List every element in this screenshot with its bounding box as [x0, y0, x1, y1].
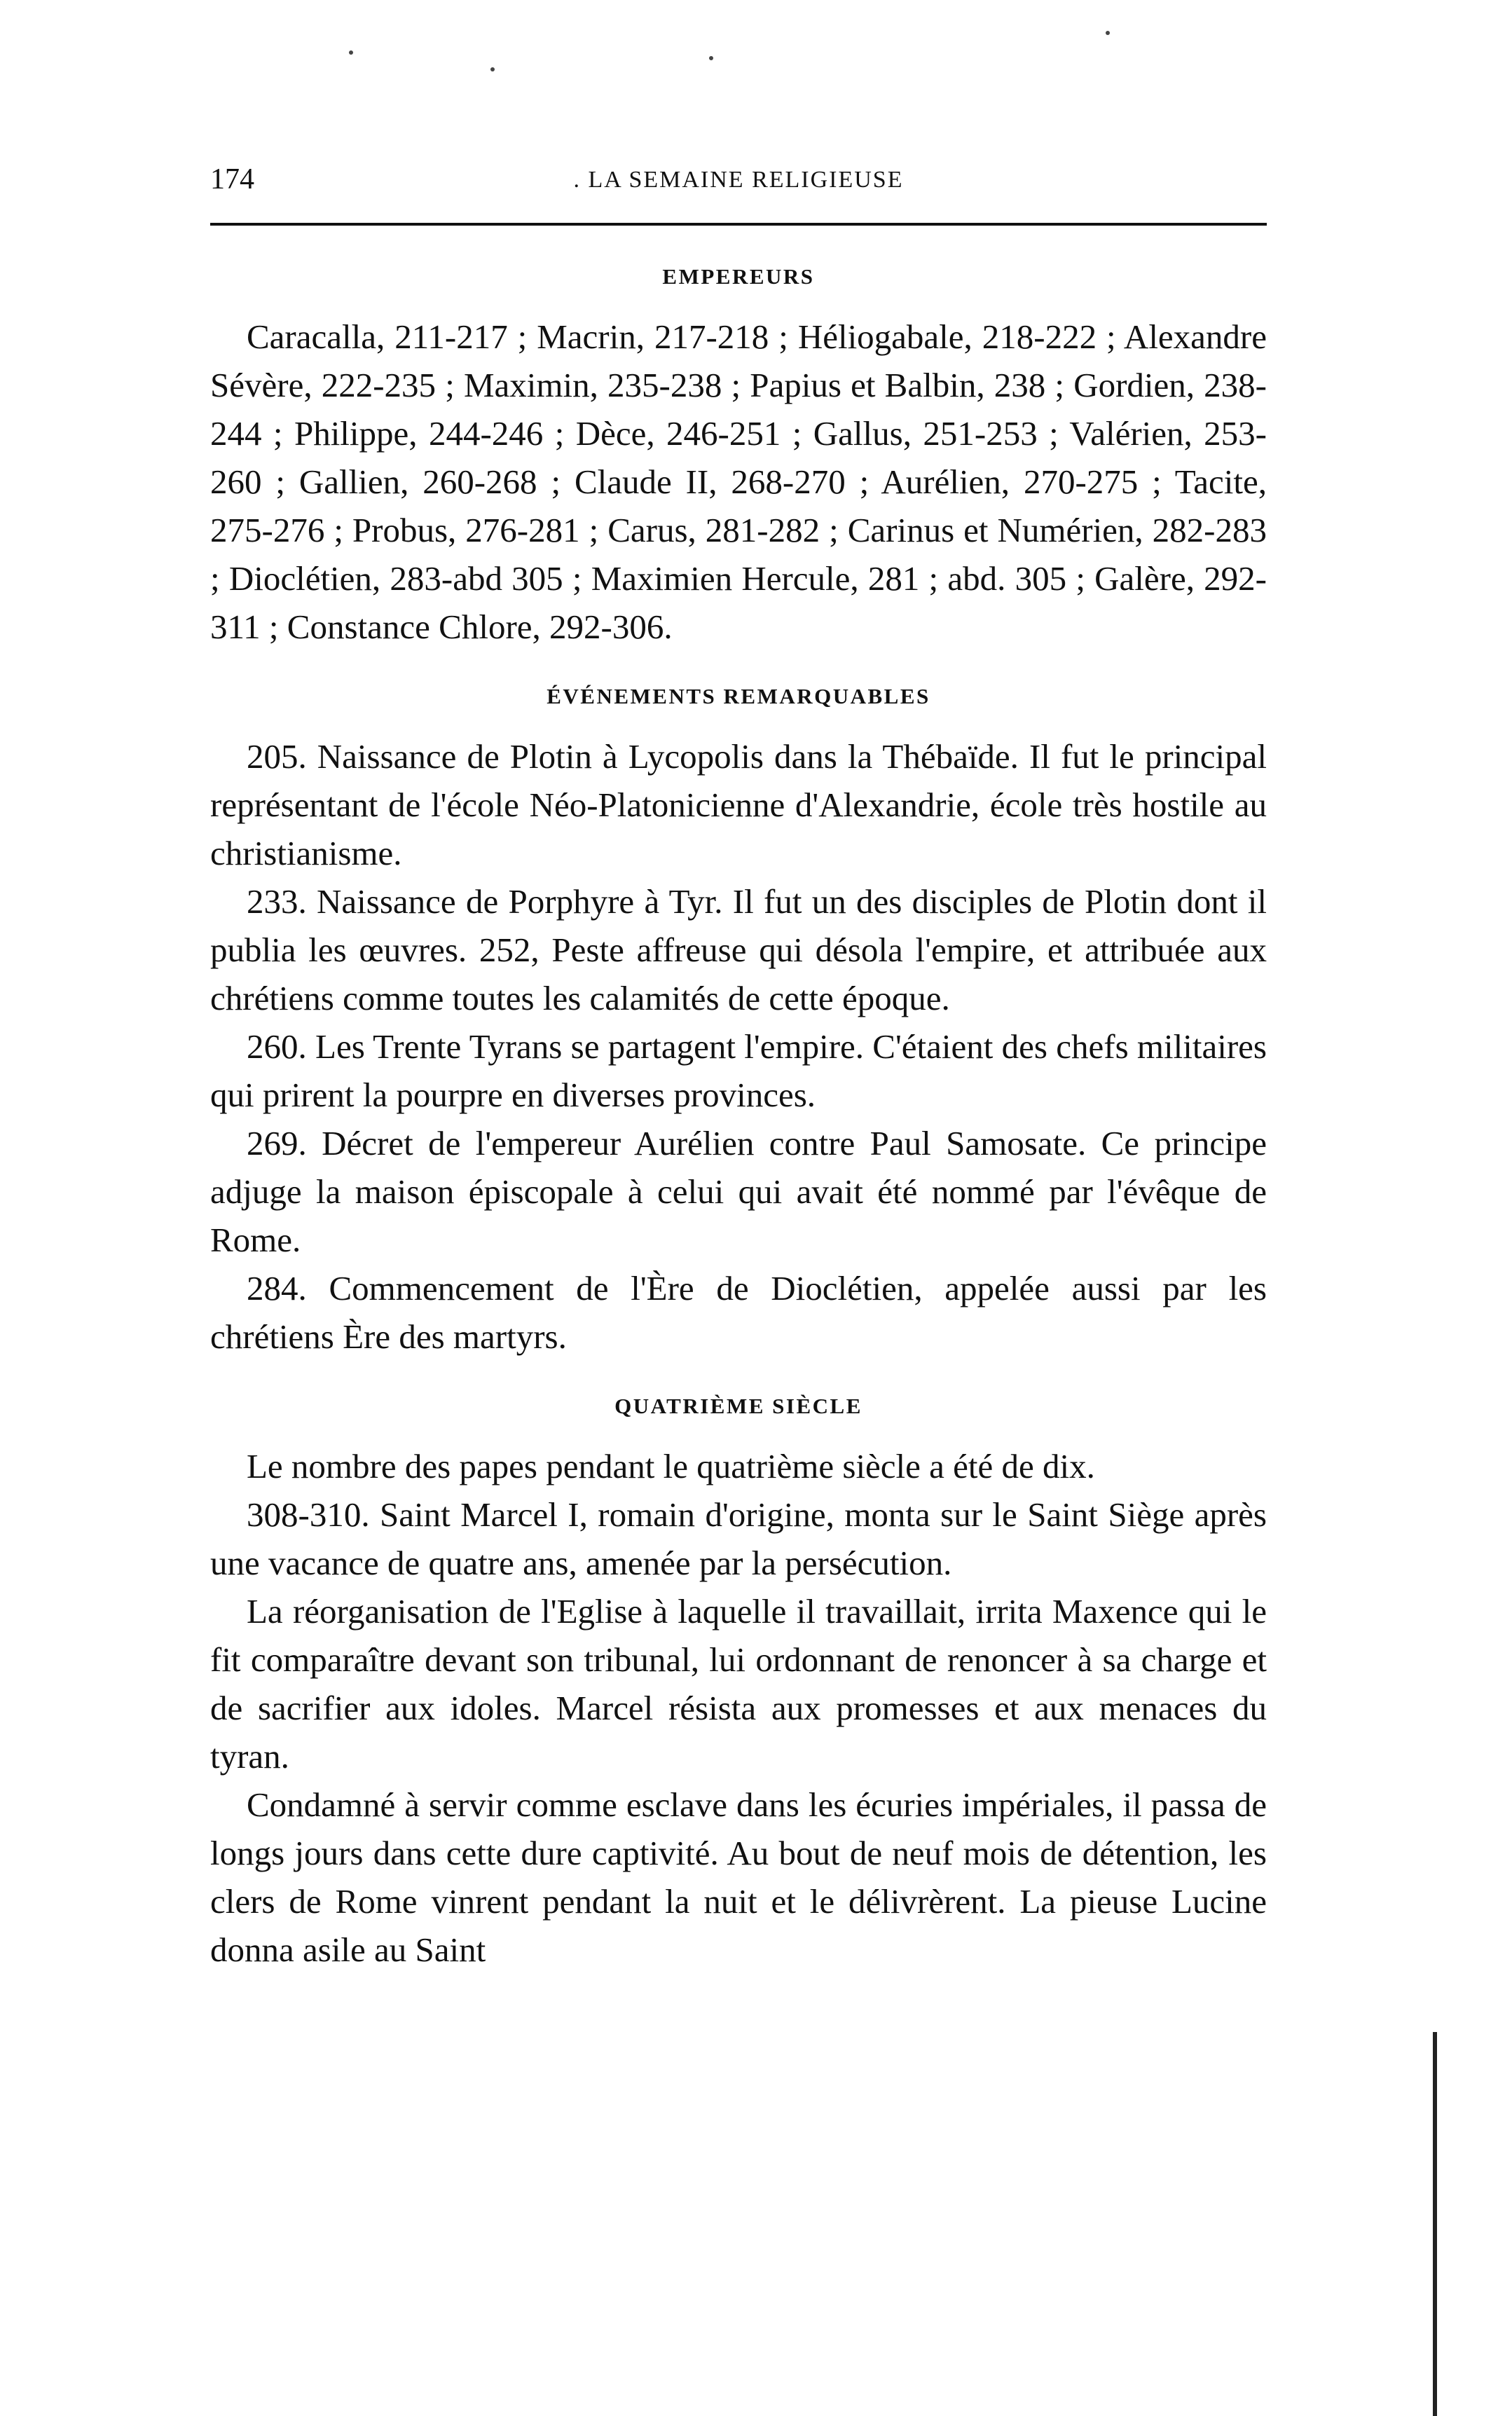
- paragraph-event: 233. Naissance de Porphyre à Tyr. Il fut un des disciples de Plotin dont il publia les œuvres. 252, Peste affreuse qui désola l'empire, et attribuée aux chrétiens comme toutes les calamités de cette époque.: [210, 882, 1267, 1017]
- paragraph-event: 205. Naissance de Plotin à Lycopolis dans la Thébaïde. Il fut le principal représentant de l'école Néo-Platonicienne d'Alexandrie, école très hostile au christianisme.: [210, 737, 1267, 872]
- page-number: 174: [210, 163, 254, 195]
- paragraph-event: 284. Commencement de l'Ère de Dioclétien, appelée aussi par les chrétiens Ère des martyrs.: [210, 1269, 1267, 1356]
- page-header: [210, 160, 1267, 202]
- scan-speck: [709, 56, 713, 60]
- paragraph-emperors-list: Caracalla, 211-217 ; Macrin, 217-218 ; Héliogabale, 218-222 ; Alexandre Sévère, 222-235 ; Maximin, 235-238 ; Papius et Balbin, 238 ; Gordien, 238-244 ; Philippe, 244-246 ; Dèce, 246-251 ; Gallus, 251-253 ; Valérien, 253-260 ; Gallien, 260-268 ; Claude II, 268-270 ; Aurélien, 270-275 ; Tacite, 275-276 ; Probus, 276-281 ; Carus, 281-282 ; Carinus et Numérien, 282-283 ; Dioclétien, 283-abd 305 ; Maximien Hercule, 281 ; abd. 305 ; Galère, 292-311 ; Constance Chlore, 292-306.: [210, 317, 1267, 646]
- binding-edge-shadow: [1433, 2032, 1437, 2416]
- paragraph-fourth-century: Condamné à servir comme esclave dans les écuries impériales, il passa de longs jours dans cette dure captivité. Au bout de neuf mois de détention, les clers de Rome vinrent pendant la nuit et le délivrèrent. La pieuse Lucine donna asile au Saint: [210, 1785, 1267, 1969]
- running-title: . LA SEMAINE RELIGIEUSE: [573, 167, 904, 193]
- section-heading-events: ÉVÉNEMENTS REMARQUABLES: [547, 684, 930, 708]
- scan-speck: [1106, 31, 1110, 35]
- body-text: [210, 259, 1267, 1974]
- scan-speck: [490, 67, 495, 71]
- section-heading-emperors: EMPEREURS: [662, 264, 815, 289]
- paragraph-event: 260. Les Trente Tyrans se partagent l'empire. C'étaient des chefs militaires qui prirent la pourpre en diverses provinces.: [210, 1027, 1267, 1114]
- paragraph-fourth-century: 308-310. Saint Marcel I, romain d'origine, monta sur le Saint Siège après une vacance de quatre ans, amenée par la persécution.: [210, 1495, 1267, 1582]
- paragraph-event: 269. Décret de l'empereur Aurélien contre Paul Samosate. Ce principe adjuge la maison épiscopale à celui qui avait été nommé par l'évêque de Rome.: [210, 1124, 1267, 1259]
- scan-speck: [349, 50, 353, 55]
- header-rule: [210, 223, 1267, 226]
- paragraph-fourth-century: Le nombre des papes pendant le quatrième siècle a été de dix.: [247, 1447, 1095, 1485]
- paragraph-fourth-century: La réorganisation de l'Eglise à laquelle il travaillait, irrita Maxence qui le fit comparaître devant son tribunal, lui ordonnant de renoncer à sa charge et de sacrifier aux idoles. Marcel résista aux promesses et aux menaces du tyran.: [210, 1592, 1267, 1776]
- section-heading-fourth-century: QUATRIÈME SIÈCLE: [614, 1394, 862, 1418]
